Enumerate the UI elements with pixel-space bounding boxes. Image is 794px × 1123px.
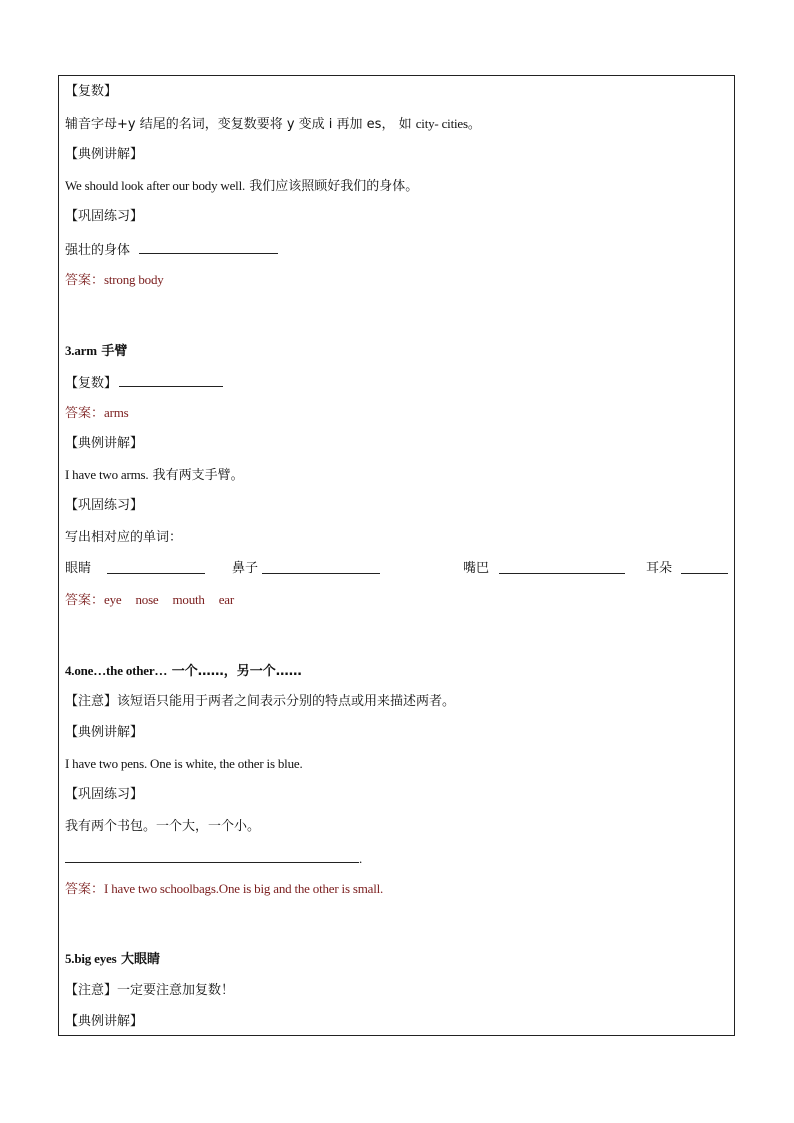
word-nose: 鼻子 xyxy=(232,561,259,576)
s3-example-sentence: I have two arms. 我有两支手臂。 xyxy=(65,467,244,483)
word-eyes: 眼睛 xyxy=(65,561,92,576)
answer-blank[interactable] xyxy=(65,850,359,863)
word-ear: 耳朵 xyxy=(646,561,673,576)
answer-blank[interactable] xyxy=(107,561,205,574)
s3-example-heading: 【典例讲解】 xyxy=(65,436,144,451)
s3-title: 3.arm 手臂 xyxy=(65,343,128,359)
s5-note: 【注意】一定要注意加复数！ xyxy=(65,983,235,998)
answer-blank[interactable] xyxy=(119,374,223,387)
s4-practice-heading: 【巩固练习】 xyxy=(65,787,144,802)
s5-title: 5.big eyes 大眼睛 xyxy=(65,951,160,967)
answer-blank[interactable] xyxy=(262,561,380,574)
s4-note: 【注意】该短语只能用于两者之间表示分别的特点或用来描述两者。 xyxy=(65,694,456,709)
s4-answer: 答案：I have two schoolbags.One is big and the other is small. xyxy=(65,881,384,897)
s3-answer-words: 答案：eye nose mouth ear xyxy=(65,592,235,608)
s2-example-sentence: We should look after our body well. 我们应该照顾好我们的身体。 xyxy=(65,178,419,194)
s3-practice-heading: 【巩固练习】 xyxy=(65,498,144,513)
s2-example-heading: 【典例讲解】 xyxy=(65,147,144,162)
s3-plural-heading: 【复数】 xyxy=(65,374,223,392)
s2-plural-heading: 【复数】 xyxy=(65,84,118,99)
s3-answer: 答案：arms xyxy=(65,405,129,421)
s2-answer: 答案：strong body xyxy=(65,272,164,288)
s2-practice-item: 强壮的身体 xyxy=(65,241,278,259)
s3-practice-instruction: 写出相对应的单词： xyxy=(65,530,183,545)
s4-example-sentence: I have two pens. One is white, the other is blue. xyxy=(65,756,303,771)
answer-blank[interactable] xyxy=(681,561,728,574)
s5-example-heading: 【典例讲解】 xyxy=(65,1014,144,1029)
s4-example-heading: 【典例讲解】 xyxy=(65,725,144,740)
s4-answer-line: . xyxy=(65,850,362,868)
answer-blank[interactable] xyxy=(499,561,625,574)
word-mouth: 嘴巴 xyxy=(463,561,490,576)
s2-plural-rule: 辅音字母+y 结尾的名词，变复数要将 y 变成 i 再加 es， 如 city- cities。 xyxy=(65,116,481,132)
answer-blank[interactable] xyxy=(139,241,278,254)
s4-title: 4.one…the other… 一个……，另一个…… xyxy=(65,663,302,679)
s4-practice-item: 我有两个书包。一个大，一个小。 xyxy=(65,819,261,834)
s2-practice-heading: 【巩固练习】 xyxy=(65,209,144,224)
